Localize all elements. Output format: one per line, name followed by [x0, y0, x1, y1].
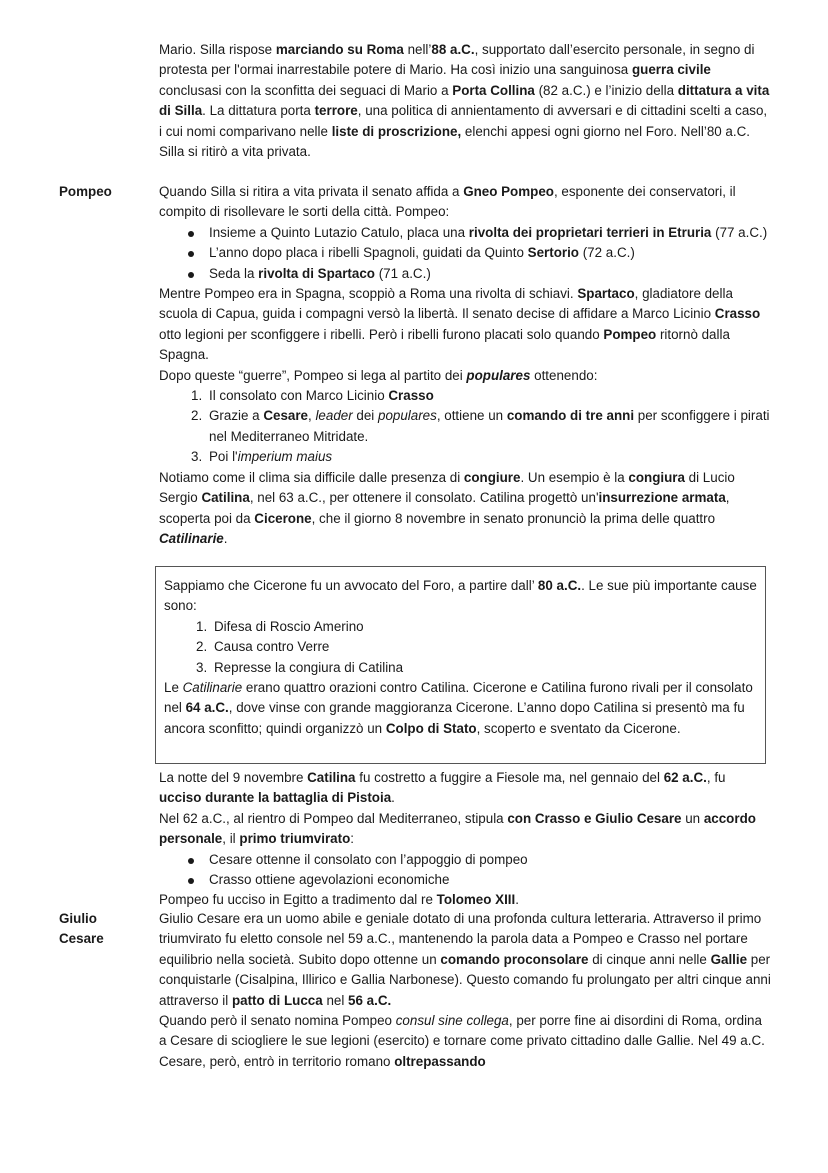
emphasis-text: dittatura a vita di Silla [159, 82, 770, 119]
emphasis-text: oltrepassando [394, 1053, 486, 1069]
cesare-paragraph-2: Quando però il senato nomina Pompeo consul sine collega, per porre fine ai disordini di Roma, ordina a Cesare di sciogliere le sue legioni (esercito) e tornare come privato cittadino dalle Gallie. Nel 49 a.C. Cesare, però, entrò in territorio romano oltrepassando [159, 1013, 765, 1069]
emphasis-text: con Crasso e Giulio Cesare [507, 810, 682, 826]
list-item [159, 386, 771, 406]
emphasis-text: primo triumvirato [239, 831, 351, 847]
pompeo-death-paragraph: Pompeo fu ucciso in Egitto a tradimento dal re Tolomeo XIII. [159, 892, 519, 908]
populares-intro: Dopo queste “guerre”, Pompeo si lega al partito dei populares ottenendo: [159, 367, 598, 383]
emphasis-text: 62 a.C. [663, 770, 707, 785]
pompeo-intro: Quando Silla si ritira a vita privata il senato affida a Gneo Pompeo, esponente dei conservatori, il compito di risollevare le sorti della città. Pompeo: [159, 184, 736, 220]
cesare-section [159, 909, 771, 1072]
emphasis-text: comando di tre anni [506, 408, 635, 424]
emphasis-text: accordo personale [159, 810, 756, 847]
list-number: 1. [191, 388, 203, 404]
triumvirato-paragraph: Nel 62 a.C., al rientro di Pompeo dal Mediterraneo, stipula con Crasso e Giulio Cesare un accordo personale, il primo triumvirato: [159, 810, 756, 847]
triumvirato-list [159, 850, 771, 891]
emphasis-text: 56 a.C. [348, 992, 392, 1008]
emphasis-text: Cicerone [254, 510, 312, 526]
emphasis-text: congiure [463, 469, 521, 485]
cicerone-box [155, 566, 766, 764]
emphasis-text: marciando su Roma [275, 42, 404, 57]
list-item: Crasso ottiene agevolazioni economiche [159, 870, 771, 890]
emphasis-text: ucciso durante la battaglia di Pistoia [159, 790, 392, 806]
emphasis-text: liste di proscrizione, [331, 123, 462, 139]
emphasis-text: rivolta dei proprietari terrieri in Etruria [468, 224, 712, 240]
emphasis-text: rivolta di Spartaco [258, 265, 375, 281]
emphasis-text: consul sine collega [395, 1013, 509, 1029]
catilinarie-paragraph: Le Catilinarie erano quattro orazioni contro Catilina. Cicerone e Catilina furono rivali per il consolato nel 64 a.C., dove vinse con grande maggioranza Cicerone. L’anno dopo Catilina si presentò ma fu ancora sconfitto; quindi organizzò un Colpo di Stato, scoperto e sventato da Cicerone. [164, 680, 753, 736]
emphasis-text: Spartaco [577, 286, 635, 302]
emphasis-text: 88 a.C. [431, 42, 475, 57]
emphasis-text: Catilina [307, 770, 356, 785]
emphasis-text: 64 a.C. [185, 700, 229, 716]
list-text: Difesa di Roscio Amerino [214, 618, 364, 634]
emphasis-text: Crasso [714, 306, 761, 322]
emphasis-text: Sertorio [527, 245, 579, 261]
list-text: Il consolato con Marco Licinio Crasso [209, 388, 434, 404]
list-number: 3. [196, 659, 208, 675]
emphasis-text: Catilinarie [182, 680, 243, 696]
list-item [164, 617, 757, 637]
emphasis-text: Crasso [388, 388, 434, 404]
pompeo-achievements-list [159, 223, 771, 284]
emphasis-text: 80 a.C. [537, 578, 582, 593]
list-item: Insieme a Quinto Lutazio Catulo, placa una rivolta dei proprietari terrieri in Etruria (77 a.C.) [159, 223, 771, 243]
catilina-end-paragraph: La notte del 9 novembre Catilina fu costretto a fuggire a Fiesole ma, nel gennaio del 62 a.C., fu ucciso durante la battaglia di Pistoia. [159, 770, 726, 806]
emphasis-text: patto di Lucca [231, 992, 323, 1008]
cesare-paragraph-1: Giulio Cesare era un uomo abile e geniale dotato di una profonda cultura letteraria. Attraverso il primo triumvirato fu eletto console nel 59 a.C., mantenendo la parola data a Pompeo e Crasso nel portare equilibrio nella società. Subito dopo ottenne un comando proconsolare di cinque anni nelle Gallie per conquistarle (Cisalpina, Illirico e Gallia Narbonese). Questo comando fu prolungato per altri cinque anni attraverso il patto di Lucca nel 56 a.C. [159, 911, 771, 1008]
cicerone-intro: Sappiamo che Cicerone fu un avvocato del Foro, a partire dall’ 80 a.C.. Le sue più importante cause sono: [164, 578, 757, 614]
list-text: Causa contro Verre [214, 639, 330, 655]
pompeo-section [159, 182, 771, 549]
silla-paragraph: Mario. Silla rispose marciando su Roma nell’88 a.C., supportato dall’esercito personale, in segno di protesta per l'ormai inarrestabile potere di Mario. Ha così inizio una sanguinosa guerra civile conclusasi con la sconfitta dei seguaci di Mario a Porta Collina (82 a.C.) e l’inizio della dittatura a vita di Silla. La dittatura porta terrore, una politica di annientamento di avversari e di cittadini scelti a caso, i cui nomi comparivano nelle liste di proscrizione, elenchi appesi ogni giorno nel Foro. Nell’80 a.C. Silla si ritirò a vita privata. [159, 42, 770, 160]
congiure-paragraph: Notiamo come il clima sia difficile dalle presenza di congiure. Un esempio è la congiura di Lucio Sergio Catilina, nel 63 a.C., per ottenere il consolato. Catilina progettò un'insurrezione armata, scoperta poi da Cicerone, che il giorno 8 novembre in senato pronunciò la prima delle quattro Catilinarie. [159, 469, 735, 546]
list-item: Seda la rivolta di Spartaco (71 a.C.) [159, 264, 771, 284]
emphasis-text: Gallie [710, 951, 748, 967]
emphasis-text: terrore [314, 103, 358, 119]
cicerone-cases-list [164, 617, 757, 678]
emphasis-text: congiura [628, 469, 685, 485]
emphasis-text: comando proconsolare [440, 951, 589, 967]
list-item [164, 658, 757, 678]
emphasis-text: populares [466, 367, 531, 383]
list-text: Grazie a Cesare, leader dei populares, ottiene un comando di tre anni per sconfiggere i pirati nel Mediterraneo Mitridate. [209, 408, 770, 444]
list-item [159, 447, 771, 467]
emphasis-text: imperium maius [237, 449, 333, 465]
emphasis-text: Porta Collina [452, 82, 535, 98]
list-text: Poi l'imperium maius [209, 449, 333, 465]
triumvirato-section [159, 768, 771, 911]
list-item: Cesare ottenne il consolato con l’appoggio di pompeo [159, 850, 771, 870]
list-number: 1. [196, 618, 208, 634]
list-number: 3. [191, 449, 203, 465]
list-number: 2. [191, 408, 203, 424]
list-number: 2. [196, 639, 208, 655]
populares-list [159, 386, 771, 468]
silla-section [159, 40, 771, 162]
emphasis-text: Pompeo [603, 326, 657, 342]
list-item [164, 637, 757, 657]
emphasis-text: Tolomeo XIII [436, 892, 516, 908]
side-label-pompeo: Pompeo [59, 184, 112, 199]
side-label-cesare: Cesare [59, 931, 104, 946]
emphasis-text: guerra civile [631, 62, 711, 78]
emphasis-text: populares [378, 408, 437, 424]
emphasis-text: Cesare [263, 408, 308, 424]
side-label-giulio: Giulio [59, 911, 97, 926]
spartaco-paragraph: Mentre Pompeo era in Spagna, scoppiò a Roma una rivolta di schiavi. Spartaco, gladiatore della scuola di Capua, guida i compagni versò la libertà. Il senato decise di affidare a Marco Licinio Crasso otto legioni per sconfiggere i ribelli. Però i ribelli furono placati solo quando Pompeo ritornò dalla Spagna. [159, 286, 761, 363]
emphasis-text: Colpo di Stato [385, 720, 477, 736]
list-item [159, 406, 771, 447]
list-text: Represse la congiura di Catilina [214, 659, 404, 675]
emphasis-text: insurrezione armata [598, 490, 726, 506]
emphasis-text: Catilinarie [159, 530, 224, 546]
emphasis-text: Catilina [201, 490, 250, 506]
emphasis-text: leader [315, 408, 353, 424]
list-item: L’anno dopo placa i ribelli Spagnoli, guidati da Quinto Sertorio (72 a.C.) [159, 243, 771, 263]
emphasis-text: Gneo Pompeo [463, 184, 554, 199]
